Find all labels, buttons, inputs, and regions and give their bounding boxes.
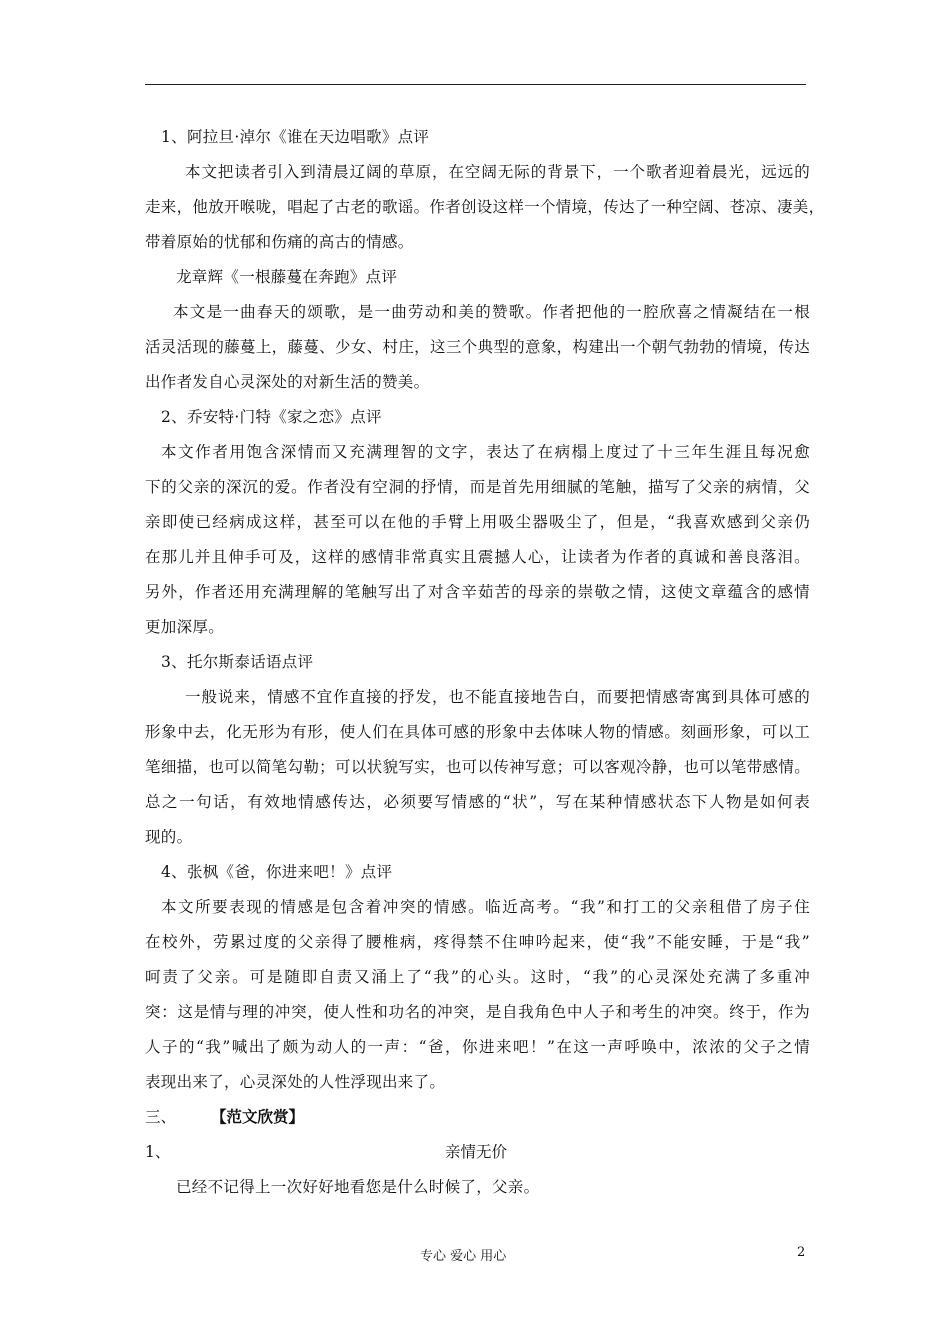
item-1-line-1: 本文把读者引入到清晨辽阔的草原，在空阔无际的背景下，一个歌者迎着晨光，远远的 [185,163,810,181]
item-2-line-3: 亲即使已经病成这样，甚至可以在他的手臂上用吸尘器吸尘了，但是，“我喜欢感到父亲仍 [145,513,810,531]
item-4-line-3: 呵责了父亲。可是随即自责又涌上了“我”的心头。这时，“我”的心灵深处充满了多重冲 [145,968,810,986]
item-4-heading: 4、张枫《爸，你进来吧！》点评 [161,863,393,881]
item-3-line-4: 总之一句话，有效地情感传达，必须要写情感的“状”，写在某种情感状态下人物是如何表 [145,793,810,811]
item-3-line-3: 笔细描，也可以简笔勾勒；可以状貌写实，也可以传神写意；可以客观冷静，也可以笔带感情。 [145,758,810,776]
footer-motto: 专心 爱心 用心 [420,1249,507,1264]
item-1b-line-2: 活灵活现的藤蔓上，藤蔓、少女、村庄，这三个典型的意象，构建出一个朝气勃勃的情境，传达 [145,338,810,356]
item-1-line-2: 走来，他放开喉咙，唱起了古老的歌谣。作者创设这样一个情境，传达了一种空阔、苍凉、凄美， [145,198,825,216]
essay-heading [145,1135,810,1170]
item-2-heading: 2、乔安特·门特《家之恋》点评 [161,408,382,426]
page-footer [0,1245,950,1275]
item-4-line-1: 本文所要表现的情感是包含着冲突的情感。临近高考。“我”和打工的父亲租借了房子住 [161,898,810,916]
section-3-number: 三、 [145,1108,177,1126]
item-1b-line-1: 本文是一曲春天的颂歌，是一曲劳动和美的赞歌。作者把他的一腔欣喜之情凝结在一根 [173,303,810,321]
essay-number: 1、 [145,1143,171,1161]
page-number: 2 [797,1245,806,1260]
item-4-line-2: 在校外，劳累过度的父亲得了腰椎病，疼得禁不住呻吟起来，使“我”不能安睡，于是“我” [145,933,810,951]
item-2-line-6: 更加深厚。 [145,618,225,636]
item-1b-line-3: 出作者发自心灵深处的对新生活的赞美。 [145,373,430,391]
section-3-label: 【范文欣赏】 [211,1108,305,1126]
item-4-line-6: 表现出来了，心灵深处的人性浮现出来了。 [145,1073,446,1091]
item-2-line-5: 另外，作者还用充满理解的笔触写出了对含辛茹苦的母亲的崇敬之情，这使文章蕴含的感情 [145,583,810,601]
item-3-line-5: 现的。 [145,828,193,846]
essay-first-line: 已经不记得上一次好好地看您是什么时候了，父亲。 [176,1178,540,1196]
header-rule [145,84,806,85]
essay-title: 亲情无价 [445,1143,508,1161]
section-3-heading [145,1100,810,1135]
item-1-line-3: 带着原始的忧郁和伤痛的高古的情感。 [145,233,414,251]
item-2-line-2: 下的父亲的深沉的爱。作者没有空洞的抒情，而是首先用细腻的笔触，描写了父亲的病情，父 [145,478,810,496]
item-2-line-1: 本文作者用饱含深情而又充满理智的文字，表达了在病榻上度过了十三年生涯且每况愈 [161,443,810,461]
item-3-line-2: 形象中去，化无形为有形，使人们在具体可感的形象中去体味人物的情感。刻画形象，可以工 [145,723,810,741]
item-1-heading: 1、阿拉旦·淖尔《谁在天边唱歌》点评 [161,128,430,146]
item-4-line-4: 突：这是情与理的冲突，使人性和功名的冲突，是自我角色中人子和考生的冲突。终于，作为 [145,1003,810,1021]
item-3-line-1: 一般说来，情感不宜作直接的抒发，也不能直接地告白，而要把情感寄寓到具体可感的 [185,688,810,706]
item-4-line-5: 人子的“我”喊出了颇为动人的一声：“爸，你进来吧！”在这一声呼唤中，浓浓的父子之情 [145,1038,810,1056]
item-1b-heading: 龙章辉《一根藤蔓在奔跑》点评 [176,268,398,286]
item-2-line-4: 在那儿并且伸手可及，这样的感情非常真实且震撼人心，让读者为作者的真诚和善良落泪。 [145,548,810,566]
item-3-heading: 3、托尔斯泰话语点评 [161,653,314,671]
document-body [145,120,825,1205]
